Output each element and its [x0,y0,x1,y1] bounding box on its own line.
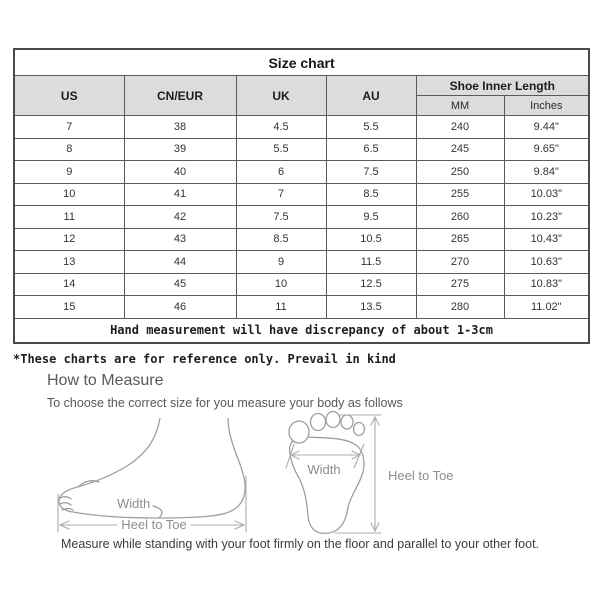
foot-side-view-diagram [55,418,305,536]
table-cell: 7 [236,183,326,206]
table-cell: 15 [14,296,124,319]
table-cell: 8.5 [326,183,416,206]
table-cell: 9.84" [504,161,589,184]
table-cell: 9 [236,251,326,274]
table-cell: 9 [14,161,124,184]
table-cell: 8.5 [236,228,326,251]
column-header-uk: UK [236,76,326,116]
table-cell: 13.5 [326,296,416,319]
table-row [14,296,589,319]
table-cell: 42 [124,206,236,229]
table-cell: 11.02" [504,296,589,319]
column-header-inner-length: Shoe Inner Length [416,76,589,96]
table-cell: 10.5 [326,228,416,251]
side-width-label: Width [117,496,151,511]
table-cell: 9.44" [504,116,589,139]
table-cell: 10.63" [504,251,589,274]
table-row [14,273,589,296]
table-cell: 10.23" [504,206,589,229]
table-title: Size chart [14,49,589,76]
side-heel-toe-label: Heel to Toe [121,517,187,532]
footprint-top-view-diagram [280,410,510,538]
table-row [14,183,589,206]
table-cell: 270 [416,251,504,274]
table-cell: 38 [124,116,236,139]
table-cell: 43 [124,228,236,251]
table-footer-row [14,318,589,343]
table-cell: 9.65" [504,138,589,161]
table-cell: 12 [14,228,124,251]
table-row [14,138,589,161]
table-cell: 14 [14,273,124,296]
table-cell: 260 [416,206,504,229]
table-cell: 7 [14,116,124,139]
table-cell: 11 [236,296,326,319]
table-cell: 255 [416,183,504,206]
table-cell: 44 [124,251,236,274]
column-header-cn-eur: CN/EUR [124,76,236,116]
table-cell: 5.5 [236,138,326,161]
table-cell: 45 [124,273,236,296]
column-header-mm: MM [416,96,504,116]
table-cell: 41 [124,183,236,206]
table-cell: 39 [124,138,236,161]
table-cell: 9.5 [326,206,416,229]
table-cell: 13 [14,251,124,274]
table-cell: 240 [416,116,504,139]
table-cell: 4.5 [236,116,326,139]
table-cell: 10.03" [504,183,589,206]
table-header-row [14,76,589,96]
table-cell: 6 [236,161,326,184]
toe [354,423,365,436]
table-cell: 10 [236,273,326,296]
table-cell: 10.43" [504,228,589,251]
column-header-us: US [14,76,124,116]
table-row [14,116,589,139]
table-cell: 280 [416,296,504,319]
measure-instruction-note: Measure while standing with your foot firmly on the floor and parallel to your other foot. [60,537,540,551]
table-cell: 12.5 [326,273,416,296]
table-cell: 275 [416,273,504,296]
toe [326,412,340,428]
table-title-row [14,49,589,76]
table-cell: 10.83" [504,273,589,296]
reference-note: *These charts are for reference only. Prevail in kind [13,352,396,366]
table-cell: 46 [124,296,236,319]
table-cell: 10 [14,183,124,206]
size-chart-table [13,48,590,344]
table-cell: 7.5 [326,161,416,184]
table-cell: 265 [416,228,504,251]
table-cell: 7.5 [236,206,326,229]
table-row [14,161,589,184]
table-cell: 11.5 [326,251,416,274]
table-cell: 5.5 [326,116,416,139]
toe-crease [62,509,73,511]
big-toe [289,421,309,443]
table-row [14,228,589,251]
foot-outline [59,418,245,518]
toe-crease [60,503,71,505]
how-to-measure-subtitle: To choose the correct size for you measure your body as follows [47,396,403,410]
table-footer-note: Hand measurement will have discrepancy of about 1-3cm [14,318,589,343]
table-row [14,251,589,274]
top-heel-toe-label: Heel to Toe [388,468,454,483]
table-row [14,206,589,229]
top-width-label: Width [307,462,341,477]
toe-crease [60,497,71,499]
table-cell: 11 [14,206,124,229]
size-table-body [14,116,589,319]
table-cell: 8 [14,138,124,161]
column-header-au: AU [326,76,416,116]
column-header-inches: Inches [504,96,589,116]
how-to-measure-title: How to Measure [47,372,164,389]
toe [341,415,353,429]
table-cell: 250 [416,161,504,184]
table-cell: 6.5 [326,138,416,161]
table-cell: 40 [124,161,236,184]
toe [311,414,326,431]
table-cell: 245 [416,138,504,161]
